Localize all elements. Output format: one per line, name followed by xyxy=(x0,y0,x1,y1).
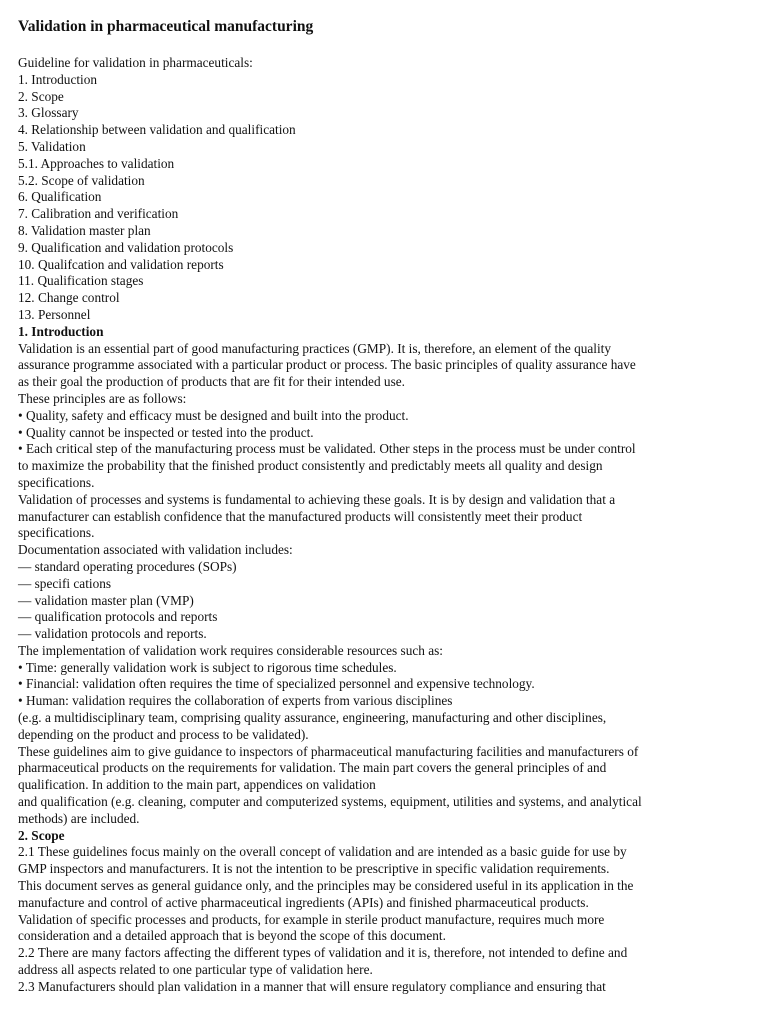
text-line: 13. Personnel xyxy=(18,306,91,322)
text-line: 4. Relationship between validation and qualification xyxy=(18,122,296,138)
text-line: depending on the product and process to be validated). xyxy=(18,726,309,742)
text-line: consideration and a detailed approach that is beyond the scope of this document. xyxy=(18,928,446,944)
document-title: Validation in pharmaceutical manufacturing xyxy=(18,18,314,35)
text-line: 1. Introduction xyxy=(18,71,98,87)
text-line: — validation protocols and reports. xyxy=(18,626,207,642)
text-line: specifications. xyxy=(18,525,95,541)
text-line: 2.3 Manufacturers should plan validation in a manner that will ensure regulatory compliance and ensuring that xyxy=(18,978,606,994)
text-line: — standard operating procedures (SOPs) xyxy=(18,558,237,574)
text-line: address all aspects related to one particular type of validation here. xyxy=(18,962,373,978)
text-line: 12. Change control xyxy=(18,290,120,306)
text-line: as their goal the production of products that are fit for their intended use. xyxy=(18,374,405,390)
text-line: 5.2. Scope of validation xyxy=(18,172,145,188)
text-line: 3. Glossary xyxy=(18,105,79,121)
text-line: Validation of processes and systems is fundamental to achieving these goals. It is by design and validation that a xyxy=(18,491,616,507)
text-line: 11. Qualification stages xyxy=(18,273,144,289)
text-line: 9. Qualification and validation protocols xyxy=(18,239,234,255)
text-line: 2.1 These guidelines focus mainly on the overall concept of validation and are intended as a basic guide for use by xyxy=(18,844,627,860)
text-line: qualification. In addition to the main part, appendices on validation xyxy=(18,777,376,793)
text-line: 7. Calibration and verification xyxy=(18,206,179,222)
text-line: 6. Qualification xyxy=(18,189,102,205)
text-line: manufacturer can establish confidence that the manufactured products will consistently meet their product xyxy=(18,508,583,524)
text-line: The implementation of validation work requires considerable resources such as: xyxy=(18,642,443,658)
document-body xyxy=(18,55,750,996)
text-line: Validation of specific processes and products, for example in sterile product manufacture, requires much more xyxy=(18,911,605,927)
text-line: 10. Qualifcation and validation reports xyxy=(18,256,224,272)
text-line: 5. Validation xyxy=(18,138,86,154)
text-line: • Time: generally validation work is subject to rigorous time schedules. xyxy=(18,659,397,675)
text-line: • Human: validation requires the collaboration of experts from various disciplines xyxy=(18,693,453,709)
text-line: • Quality cannot be inspected or tested into the product. xyxy=(18,424,314,440)
text-line: Validation is an essential part of good manufacturing practices (GMP). It is, therefore, an element of the quality xyxy=(18,340,612,356)
text-line: • Quality, safety and efficacy must be designed and built into the product. xyxy=(18,407,409,423)
text-line: These guidelines aim to give guidance to inspectors of pharmaceutical manufacturing facilities and manufacturers of xyxy=(18,743,639,759)
text-line: • Financial: validation often requires the time of specialized personnel and expensive technology. xyxy=(18,676,535,692)
text-line: and qualification (e.g. cleaning, computer and computerized systems, equipment, utilities and systems, and analytical xyxy=(18,794,642,810)
text-line: — qualification protocols and reports xyxy=(18,609,218,625)
text-line: pharmaceutical products on the requirements for validation. The main part covers the general principles of and xyxy=(18,760,607,776)
text-line: — validation master plan (VMP) xyxy=(18,592,194,608)
text-line: GMP inspectors and manufacturers. It is not the intention to be prescriptive in specific validation requirements. xyxy=(18,861,610,877)
text-line: manufacture and control of active pharmaceutical ingredients (APIs) and finished pharmaceutical products. xyxy=(18,894,589,910)
text-line: specifications. xyxy=(18,474,95,490)
text-line: • Each critical step of the manufacturing process must be validated. Other steps in the process must be under control xyxy=(18,441,636,457)
text-line: This document serves as general guidance only, and the principles may be considered useful in its application in the xyxy=(18,878,634,894)
text-line: 5.1. Approaches to validation xyxy=(18,155,175,171)
text-line: — specifi cations xyxy=(18,575,112,591)
section-heading: 1. Introduction xyxy=(18,323,104,339)
text-line: (e.g. a multidisciplinary team, comprising quality assurance, engineering, manufacturing and other disciplines, xyxy=(18,710,607,726)
text-line: These principles are as follows: xyxy=(18,390,187,406)
text-line: methods) are included. xyxy=(18,810,140,826)
section-heading: 2. Scope xyxy=(18,827,65,843)
text-line: 2.2 There are many factors affecting the different types of validation and it is, therefore, not intended to define and xyxy=(18,945,628,961)
text-line: 8. Validation master plan xyxy=(18,222,151,238)
text-line: Documentation associated with validation includes: xyxy=(18,542,293,558)
text-line: Guideline for validation in pharmaceuticals: xyxy=(18,55,253,70)
text-line: 2. Scope xyxy=(18,88,64,104)
text-line: assurance programme associated with a particular product or process. The basic principles of quality assurance have xyxy=(18,357,636,373)
text-line: to maximize the probability that the finished product consistently and predictably meets all quality and design xyxy=(18,458,603,474)
